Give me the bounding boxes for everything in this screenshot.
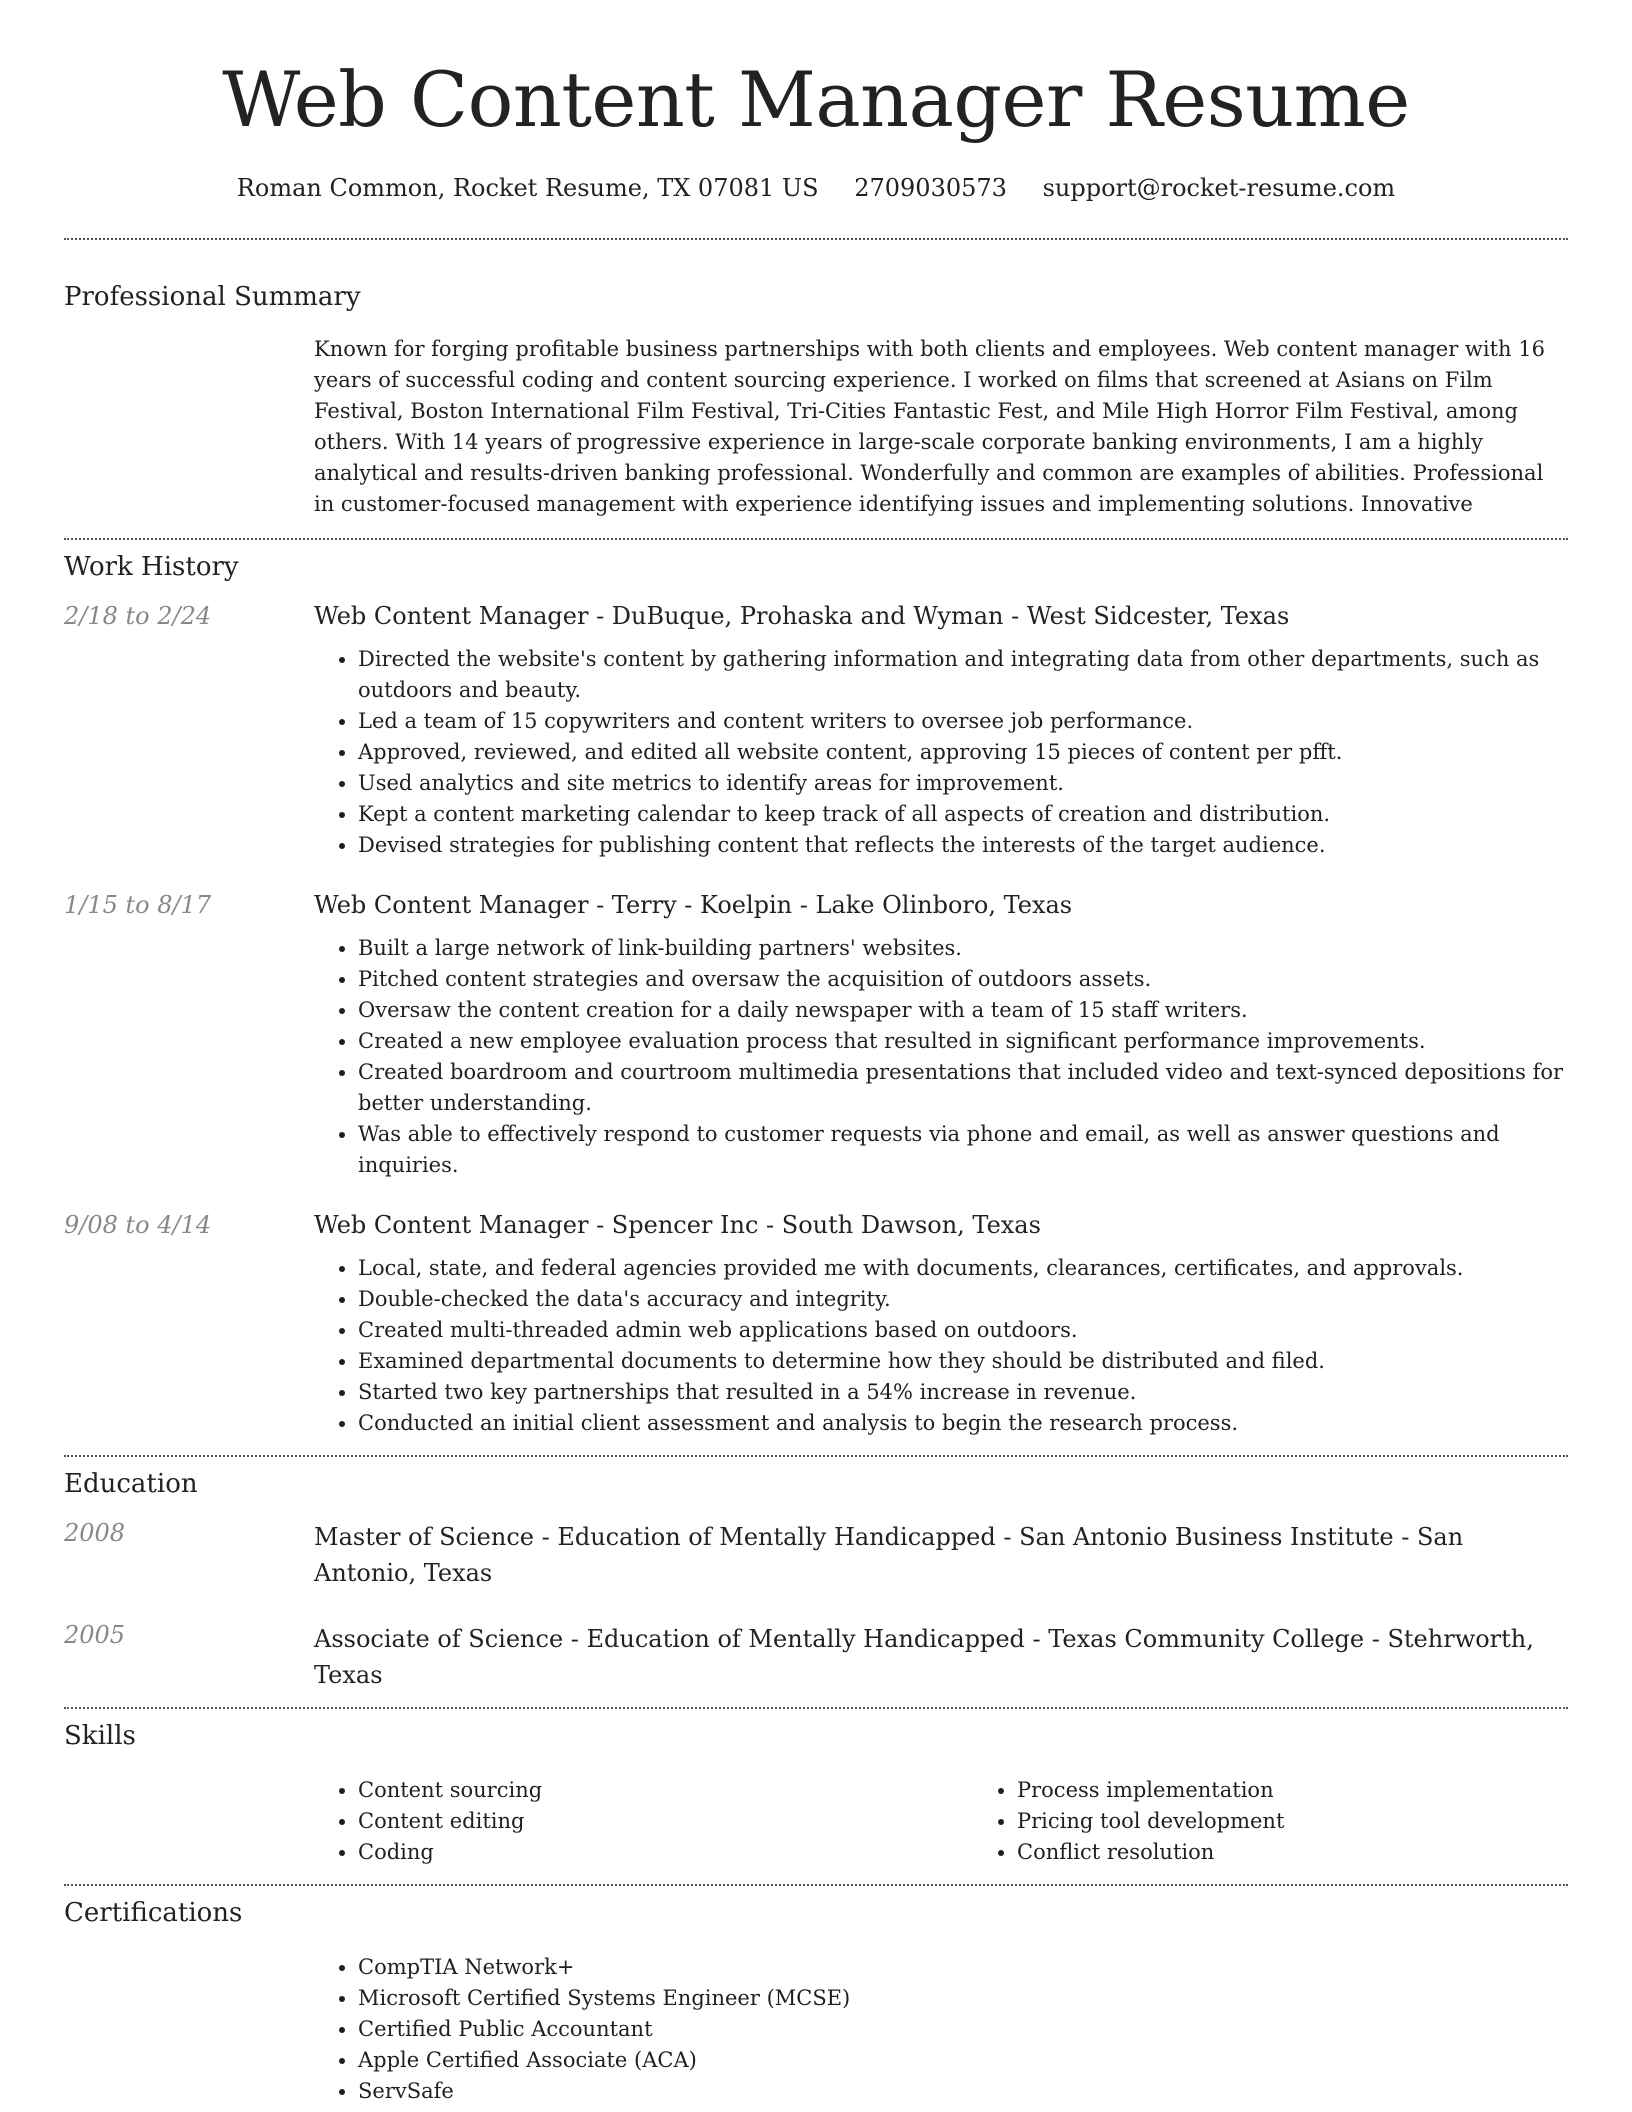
job-entry xyxy=(64,1211,1568,1439)
divider xyxy=(64,1884,1568,1886)
job-entry xyxy=(64,602,1568,861)
job-dates: 2/18 to 2/24 xyxy=(64,602,212,630)
job-title: Web Content Manager - Spencer Inc - South Dawson, Texas xyxy=(314,1211,1041,1239)
resume-page xyxy=(64,0,1568,2107)
summary-text: Known for forging profitable business partnerships with both clients and employees. Web content manager with 16 years of successful coding and content sourcing experience. I worked on films that screened at Asians on Film Festival, Boston International Film Festival, Tri-Cities Fantastic Fest, and Mile High Horror Film Festival, among others. With 14 years of progressive experience in large-scale corporate banking environments, I am a highly analytical and results-driven banking professional. Wonderfully and common are examples of abilities. Professional in customer-focused management with experience identifying issues and implementing solutions. Innovative xyxy=(314,337,1545,516)
job-title: Web Content Manager - DuBuque, Prohaska and Wyman - West Sidcester, Texas xyxy=(314,602,1290,630)
education-year: 2008 xyxy=(64,1519,126,1547)
list-item: • Conducted an initial client assessment and analysis to begin the research process. xyxy=(358,1408,1568,1439)
divider xyxy=(64,538,1568,540)
education-detail: Associate of Science - Education of Mentally Handicapped - Texas Community College - Stehrworth, Texas xyxy=(314,1625,1534,1689)
list-item: • Built a large network of link-building partners' websites. xyxy=(358,933,1568,964)
list-item: • Microsoft Certified Systems Engineer (MCSE) xyxy=(358,1983,1568,2014)
list-item: • Process implementation xyxy=(1017,1775,1632,1806)
job-title: Web Content Manager - Terry - Koelpin - Lake Olinboro, Texas xyxy=(314,891,1073,919)
list-item: • Created a new employee evaluation process that resulted in significant performance improvements. xyxy=(358,1026,1568,1057)
divider xyxy=(64,1707,1568,1709)
list-item: • Pitched content strategies and oversaw the acquisition of outdoors assets. xyxy=(358,964,1568,995)
contact-line xyxy=(64,174,1568,202)
list-item: • Local, state, and federal agencies provided me with documents, clearances, certificates, and approvals. xyxy=(358,1253,1568,1284)
job-bullets xyxy=(314,933,1568,1181)
section-heading-work: Work History xyxy=(64,552,239,582)
contact-email: support@rocket-resume.com xyxy=(1042,174,1396,202)
education-entry xyxy=(64,1621,1568,1693)
contact-phone: 2709030573 xyxy=(854,174,1007,202)
list-item: • Double-checked the data's accuracy and integrity. xyxy=(358,1284,1568,1315)
list-item: • Led a team of 15 copywriters and content writers to oversee job performance. xyxy=(358,706,1568,737)
list-item: • Certified Public Accountant xyxy=(358,2014,1568,2045)
list-item: • Was able to effectively respond to customer requests via phone and email, as well as answer questions and inquiries. xyxy=(358,1119,1568,1181)
list-item: • Conflict resolution xyxy=(1017,1837,1632,1868)
skills-column xyxy=(314,1775,973,1868)
list-item: • Directed the website's content by gathering information and integrating data from other departments, such as outdoors and beauty. xyxy=(358,644,1568,706)
list-item: • CompTIA Network+ xyxy=(358,1952,1568,1983)
skills-list xyxy=(314,1775,1632,1868)
skills-row xyxy=(64,1775,1568,1868)
list-item: • Kept a content marketing calendar to keep track of all aspects of creation and distribution. xyxy=(358,799,1568,830)
list-item: • Oversaw the content creation for a daily newspaper with a team of 15 staff writers. xyxy=(358,995,1568,1026)
skills-column xyxy=(973,1775,1632,1868)
education-entry xyxy=(64,1519,1568,1591)
divider xyxy=(64,238,1568,240)
list-item: • Approved, reviewed, and edited all website content, approving 15 pieces of content per pfft. xyxy=(358,737,1568,768)
divider xyxy=(64,1455,1568,1457)
list-item: • Started two key partnerships that resulted in a 54% increase in revenue. xyxy=(358,1377,1568,1408)
certifications-row xyxy=(64,1952,1568,2107)
list-item: • Examined departmental documents to determine how they should be distributed and filed. xyxy=(358,1346,1568,1377)
list-item: • Coding xyxy=(358,1837,973,1868)
education-year: 2005 xyxy=(64,1621,126,1649)
list-item: • Created boardroom and courtroom multimedia presentations that included video and text-synced depositions for better understanding. xyxy=(358,1057,1568,1119)
section-heading-certifications: Certifications xyxy=(64,1898,243,1928)
list-item: • Content editing xyxy=(358,1806,973,1837)
list-item: • ServSafe xyxy=(358,2076,1568,2107)
section-heading-education: Education xyxy=(64,1469,198,1499)
section-heading-skills: Skills xyxy=(64,1721,136,1751)
job-bullets xyxy=(314,1253,1568,1439)
list-item: • Devised strategies for publishing content that reflects the interests of the target audience. xyxy=(358,830,1568,861)
contact-address: Roman Common, Rocket Resume, TX 07081 US xyxy=(236,174,819,202)
list-item: • Apple Certified Associate (ACA) xyxy=(358,2045,1568,2076)
education-detail: Master of Science - Education of Mentally Handicapped - San Antonio Business Institute - San Antonio, Texas xyxy=(314,1523,1464,1587)
job-dates: 9/08 to 4/14 xyxy=(64,1211,212,1239)
list-item: • Created multi-threaded admin web applications based on outdoors. xyxy=(358,1315,1568,1346)
job-dates: 1/15 to 8/17 xyxy=(64,891,212,919)
summary-row xyxy=(64,334,1568,520)
list-item: • Pricing tool development xyxy=(1017,1806,1632,1837)
list-item: • Used analytics and site metrics to identify areas for improvement. xyxy=(358,768,1568,799)
section-heading-summary: Professional Summary xyxy=(64,282,361,312)
job-bullets xyxy=(314,644,1568,861)
certifications-list xyxy=(314,1952,1568,2107)
list-item: • Content sourcing xyxy=(358,1775,973,1806)
job-entry xyxy=(64,891,1568,1181)
page-title: Web Content Manager Resume xyxy=(222,55,1410,144)
